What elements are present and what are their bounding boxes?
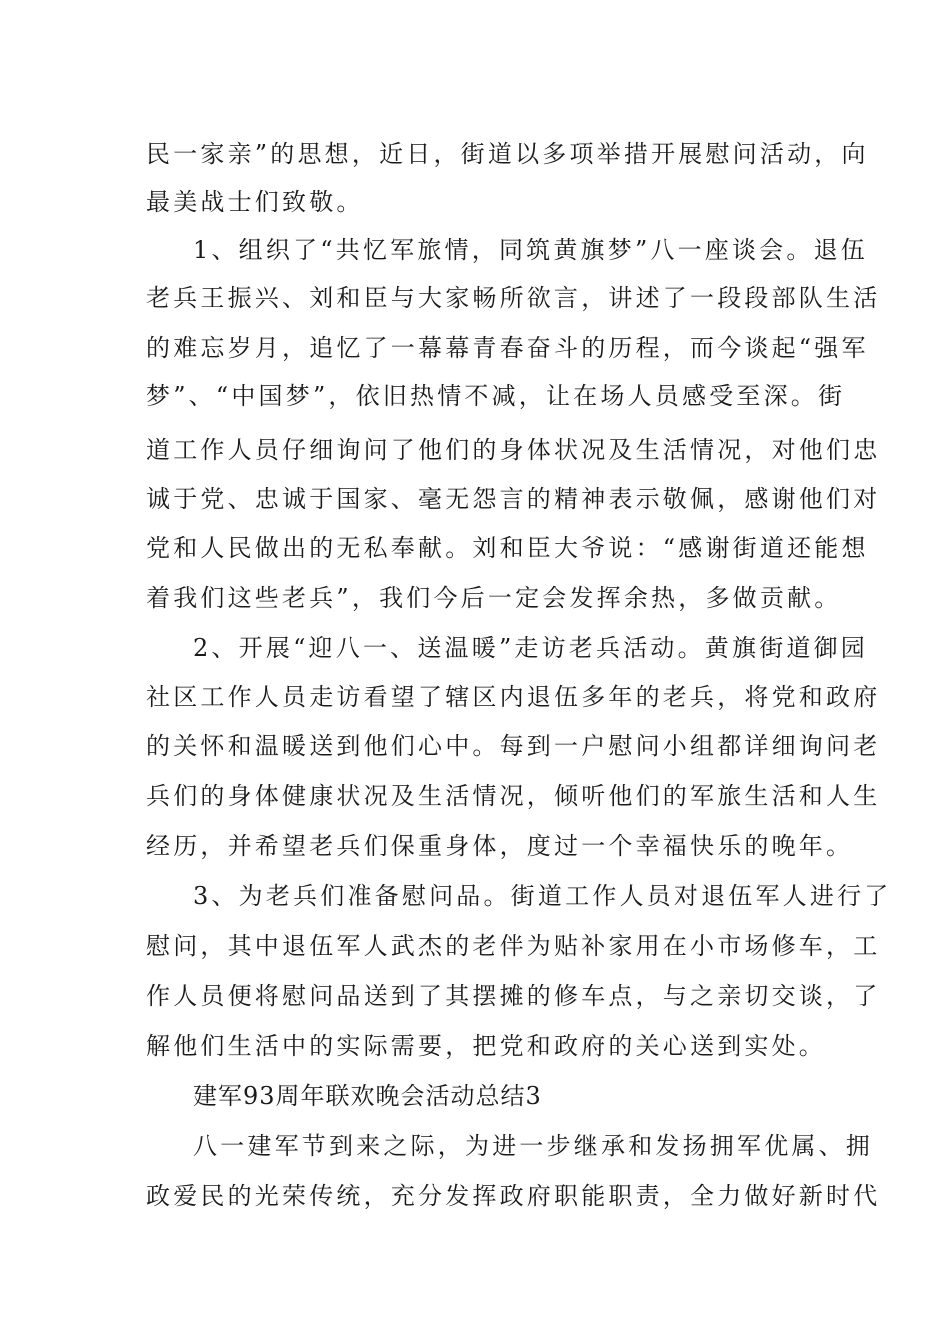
text-line: 党和人民做出的无私奉献。刘和臣大爷说：“感谢街道还能想 [146,534,869,562]
text-line: 着我们这些老兵”，我们今后一定会发挥余热，多做贡献。 [146,584,842,612]
text-line: 经历，并希望老兵们保重身体，度过一个幸福快乐的晚年。 [146,832,854,860]
paragraph-2-start: 2、开展“迎八一、送温暖”走访老兵活动。黄旗街道御园 [193,634,869,662]
text-line: 老兵王振兴、刘和臣与大家畅所欲言，讲述了一段段部队生活 [146,284,881,312]
text-line: 作人员便将慰问品送到了其摆摊的修车点，与之亲切交谈，了 [146,982,881,1010]
text-line: 的难忘岁月，追忆了一幕幕青春奋斗的历程，而今谈起“强军 [146,334,869,362]
text-line: 梦”、“中国梦”，依旧热情不减，让在场人员感受至深。街 [146,382,846,410]
paragraph-3-start: 3、为老兵们准备慰问品。街道工作人员对退伍军人进行了 [193,882,892,910]
text-line: 慰问，其中退伍军人武杰的老伴为贴补家用在小市场修车，工 [146,932,881,960]
text-line: 民一家亲”的思想，近日，街道以多项举措开展慰问活动，向 [146,140,869,168]
text-line: 政爱民的光荣传统，充分发挥政府职能职责，全力做好新时代 [146,1182,881,1210]
text-line: 社区工作人员走访看望了辖区内退伍多年的老兵，将党和政府 [146,683,881,711]
text-line: 兵们的身体健康状况及生活情况，倾听他们的军旅生活和人生 [146,782,881,810]
text-line: 诚于党、忠诚于国家、毫无怨言的精神表示敬佩，感谢他们对 [146,485,881,513]
text-line: 的关怀和温暖送到他们心中。每到一户慰问小组都详细询问老 [146,732,881,760]
text-line: 最美战士们致敬。 [146,188,364,216]
text-line: 解他们生活中的实际需要，把党和政府的关心送到实处。 [146,1032,826,1060]
paragraph-1-start: 1、组织了“共忆军旅情，同筑黄旗梦”八一座谈会。退伍 [193,236,869,264]
paragraph-4-start: 八一建军节到来之际，为进一步继承和发扬拥军优属、拥 [193,1132,873,1160]
section-heading: 建军93周年联欢晚会活动总结3 [193,1082,542,1110]
text-line: 道工作人员仔细询问了他们的身体状况及生活情况，对他们忠 [146,436,881,464]
